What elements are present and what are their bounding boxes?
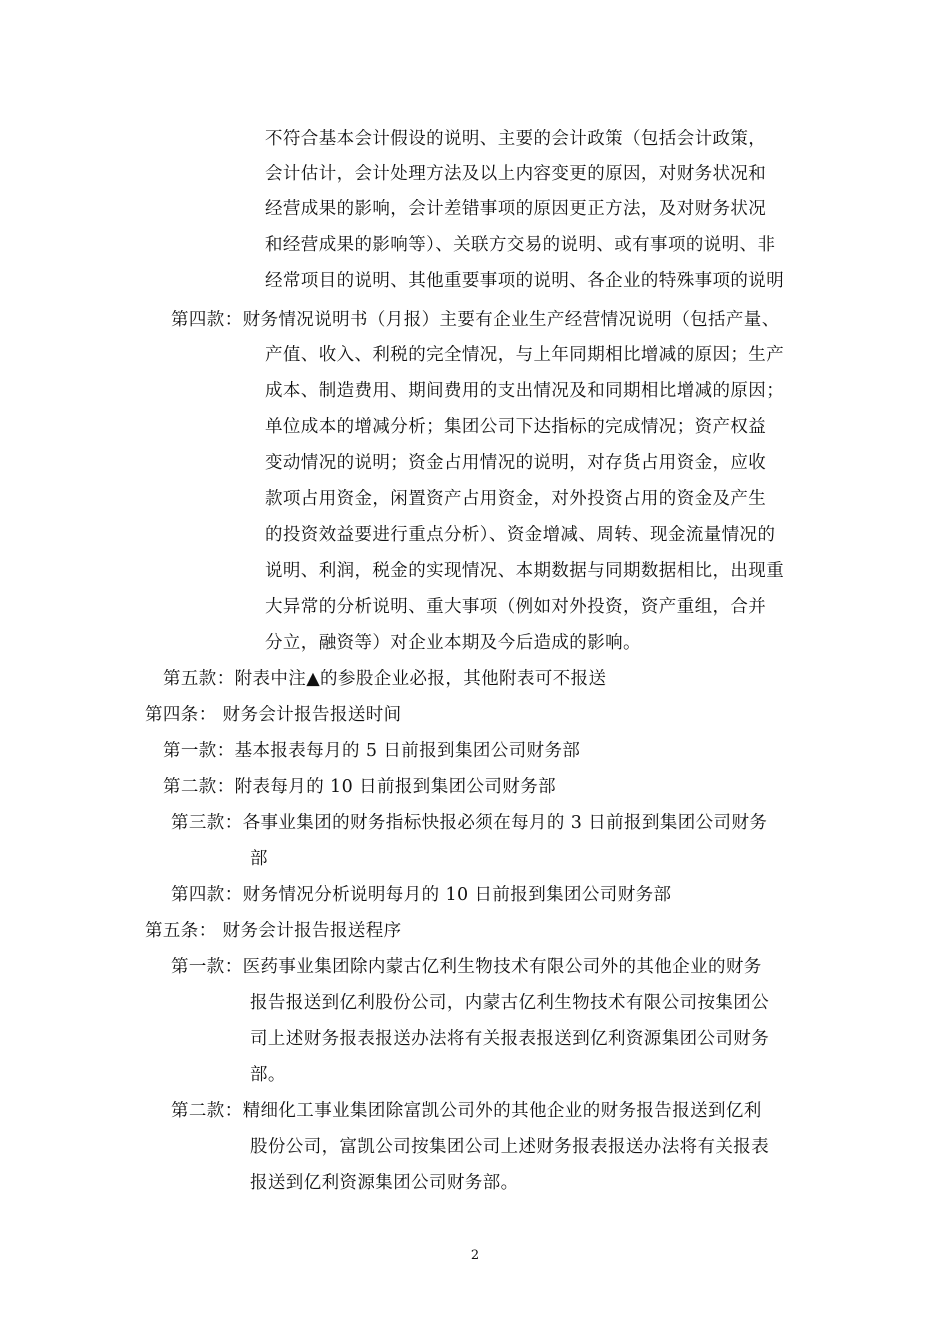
text-line: 司上述财务报表报送办法将有关报表报送到亿利资源集团公司财务 bbox=[250, 1029, 770, 1049]
text-line: 报告报送到亿利股份公司，内蒙古亿利生物技术有限公司按集团公 bbox=[250, 993, 770, 1013]
text-line: 大异常的分析说明、重大事项（例如对外投资，资产重组，合并 bbox=[265, 597, 767, 617]
clause-line: 第四款：财务情况说明书（月报）主要有企业生产经营情况说明（包括产量、 bbox=[171, 310, 780, 330]
text-line: 的投资效益要进行重点分析）、资金增减、周转、现金流量情况的 bbox=[265, 525, 776, 545]
text-line: 经营成果的影响，会计差错事项的原因更正方法，及对财务状况 bbox=[265, 199, 767, 219]
text-line: 产值、收入、利税的完全情况，与上年同期相比增减的原因；生产 bbox=[265, 345, 785, 365]
clause-line: 第四款：财务情况分析说明每月的 10 日前报到集团公司财务部 bbox=[171, 885, 672, 905]
clause-line: 第五款：附表中注▲的参股企业必报，其他附表可不报送 bbox=[163, 669, 607, 689]
text-line: 部 bbox=[250, 849, 268, 869]
clause-line: 第二款：精细化工事业集团除富凯公司外的其他企业的财务报告报送到亿利 bbox=[171, 1101, 762, 1121]
text-line: 报送到亿利资源集团公司财务部。 bbox=[250, 1173, 519, 1193]
text-line: 会计估计，会计处理方法及以上内容变更的原因，对财务状况和 bbox=[265, 164, 767, 184]
text-line: 经常项目的说明、其他重要事项的说明、各企业的特殊事项的说明 bbox=[265, 271, 785, 291]
text-line: 成本、制造费用、期间费用的支出情况及和同期相比增减的原因； bbox=[265, 381, 785, 401]
clause-line: 第三款：各事业集团的财务指标快报必须在每月的 3 日前报到集团公司财务 bbox=[171, 813, 768, 833]
text-line: 单位成本的增减分析；集团公司下达指标的完成情况；资产权益 bbox=[265, 417, 767, 437]
clause-line: 第一款：医药事业集团除内蒙古亿利生物技术有限公司外的其他企业的财务 bbox=[171, 957, 762, 977]
clause-line: 第二款：附表每月的 10 日前报到集团公司财务部 bbox=[163, 777, 556, 797]
text-line: 变动情况的说明；资金占用情况的说明，对存货占用资金，应收 bbox=[265, 453, 767, 473]
text-line: 股份公司，富凯公司按集团公司上述财务报表报送办法将有关报表 bbox=[250, 1137, 770, 1157]
text-line: 部。 bbox=[250, 1065, 286, 1085]
text-line: 款项占用资金，闲置资产占用资金，对外投资占用的资金及产生 bbox=[265, 489, 767, 509]
article-heading: 第五条： 财务会计报告报送程序 bbox=[145, 921, 402, 941]
text-line: 说明、利润，税金的实现情况、本期数据与同期数据相比，出现重 bbox=[265, 561, 785, 581]
text-line: 不符合基本会计假设的说明、主要的会计政策（包括会计政策， bbox=[265, 129, 767, 149]
text-line: 和经营成果的影响等）、关联方交易的说明、或有事项的说明、非 bbox=[265, 235, 776, 255]
clause-line: 第一款：基本报表每月的 5 日前报到集团公司财务部 bbox=[163, 741, 581, 761]
page-number: 2 bbox=[470, 1248, 480, 1263]
text-line: 分立，融资等）对企业本期及今后造成的影响。 bbox=[265, 633, 641, 653]
article-heading: 第四条： 财务会计报告报送时间 bbox=[145, 705, 402, 725]
